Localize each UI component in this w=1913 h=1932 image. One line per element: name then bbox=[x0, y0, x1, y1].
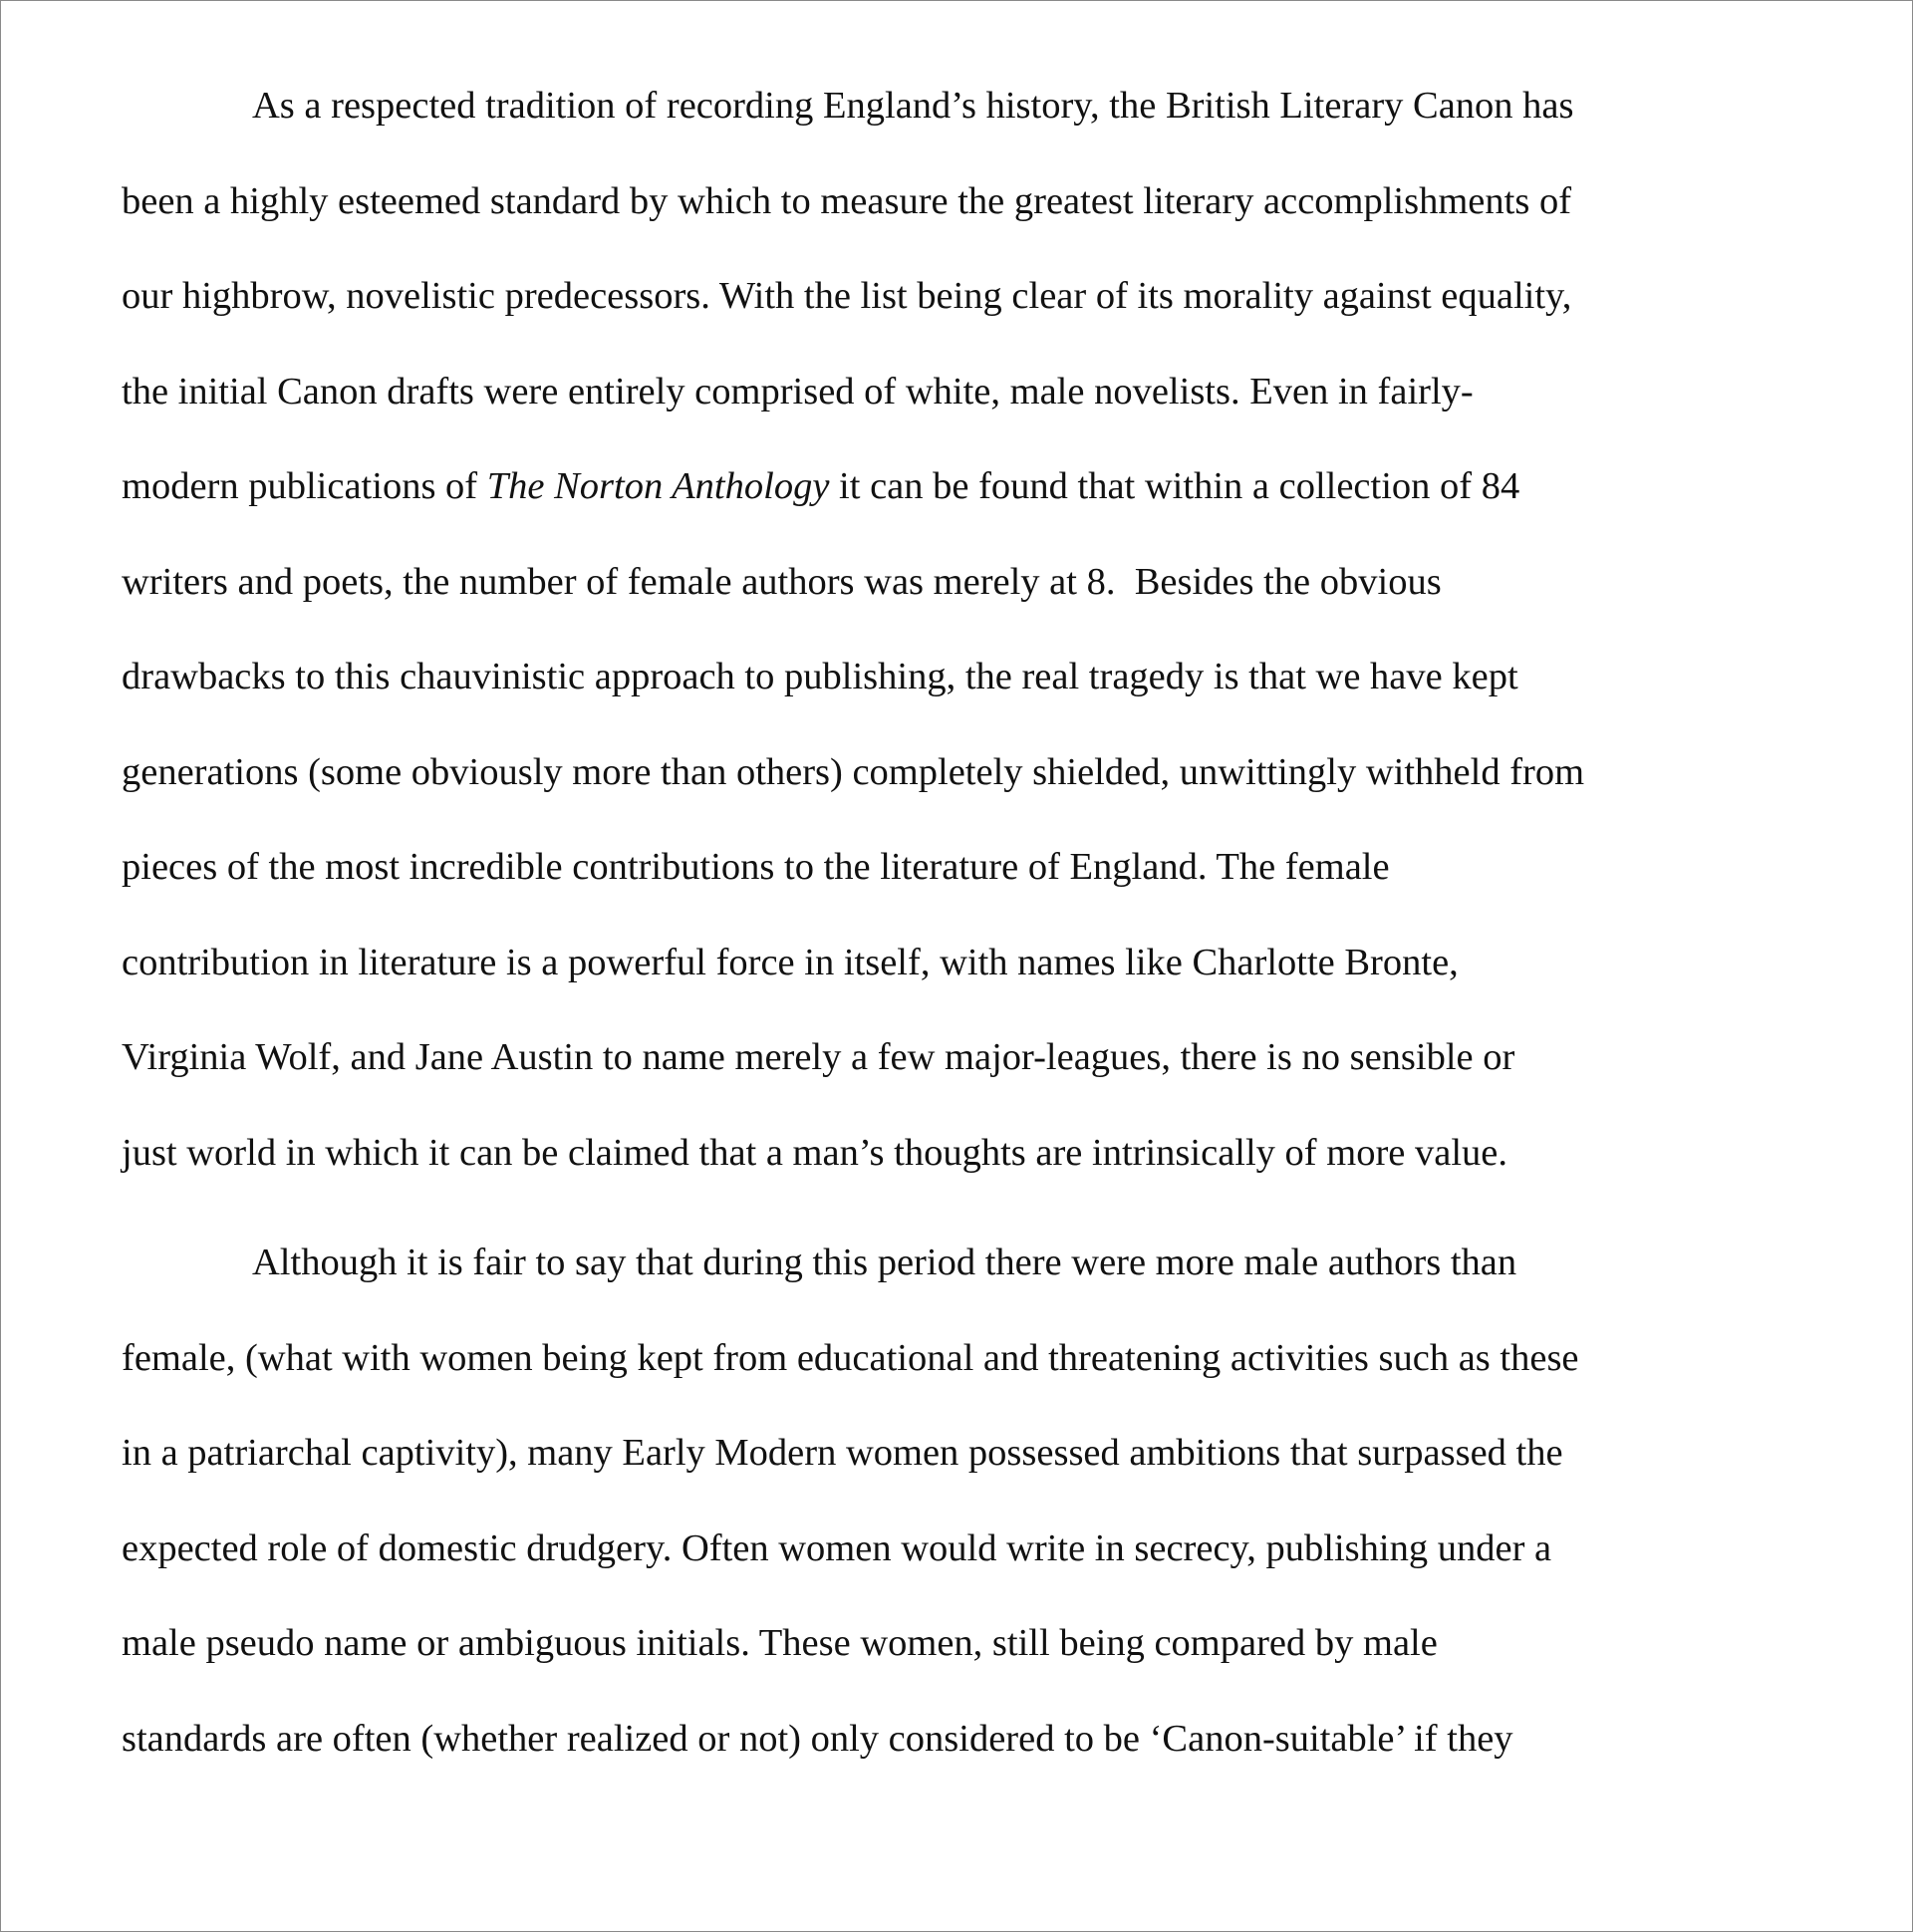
text-line: male pseudo name or ambiguous initials. These women, still being compared by male bbox=[122, 1622, 1438, 1664]
text-line: been a highly esteemed standard by which to measure the greatest literary accomplishments of bbox=[122, 179, 1572, 222]
text-line: female, (what with women being kept from educational and threatening activities such as these bbox=[122, 1336, 1579, 1379]
text-line: contribution in literature is a powerful force in itself, with names like Charlotte Bronte, bbox=[122, 941, 1459, 983]
text-line: As a respected tradition of recording England’s history, the British Literary Canon has bbox=[252, 85, 1574, 127]
text-line: standards are often (whether realized or not) only considered to be ‘Canon-suitable’ if they bbox=[122, 1717, 1513, 1760]
book-title: The Norton Anthology bbox=[486, 465, 830, 507]
text-line: generations (some obviously more than others) completely shielded, unwittingly withheld from bbox=[122, 750, 1585, 793]
text-span: it can be found that within a collection of 84 bbox=[829, 465, 1520, 507]
paragraph-1 bbox=[122, 59, 1815, 1201]
text-line: the initial Canon drafts were entirely comprised of white, male novelists. Even in fairly- bbox=[122, 370, 1474, 413]
paragraph-spacing bbox=[122, 1201, 1815, 1216]
text-line bbox=[122, 439, 1815, 535]
text-line: drawbacks to this chauvinistic approach to publishing, the real tragedy is that we have kept bbox=[122, 656, 1518, 697]
text-line: Although it is fair to say that during this period there were more male authors than bbox=[252, 1242, 1517, 1283]
text-line: pieces of the most incredible contributions to the literature of England. The female bbox=[122, 846, 1390, 888]
text-line: writers and poets, the number of female authors was merely at 8. Besides the obvious bbox=[122, 560, 1442, 603]
text-line: our highbrow, novelistic predecessors. With the list being clear of its morality against equality, bbox=[122, 275, 1572, 317]
text-line: just world in which it can be claimed that a man’s thoughts are intrinsically of more value. bbox=[122, 1131, 1507, 1174]
text-line: Virginia Wolf, and Jane Austin to name merely a few major-leagues, there is no sensible or bbox=[122, 1036, 1515, 1078]
text-line: in a patriarchal captivity), many Early Modern women possessed ambitions that surpassed the bbox=[122, 1432, 1563, 1474]
text-line: expected role of domestic drudgery. Often women would write in secrecy, publishing under a bbox=[122, 1526, 1552, 1569]
text-span: modern publications of bbox=[122, 465, 487, 507]
document-body bbox=[122, 59, 1815, 1787]
paragraph-2 bbox=[122, 1216, 1815, 1787]
